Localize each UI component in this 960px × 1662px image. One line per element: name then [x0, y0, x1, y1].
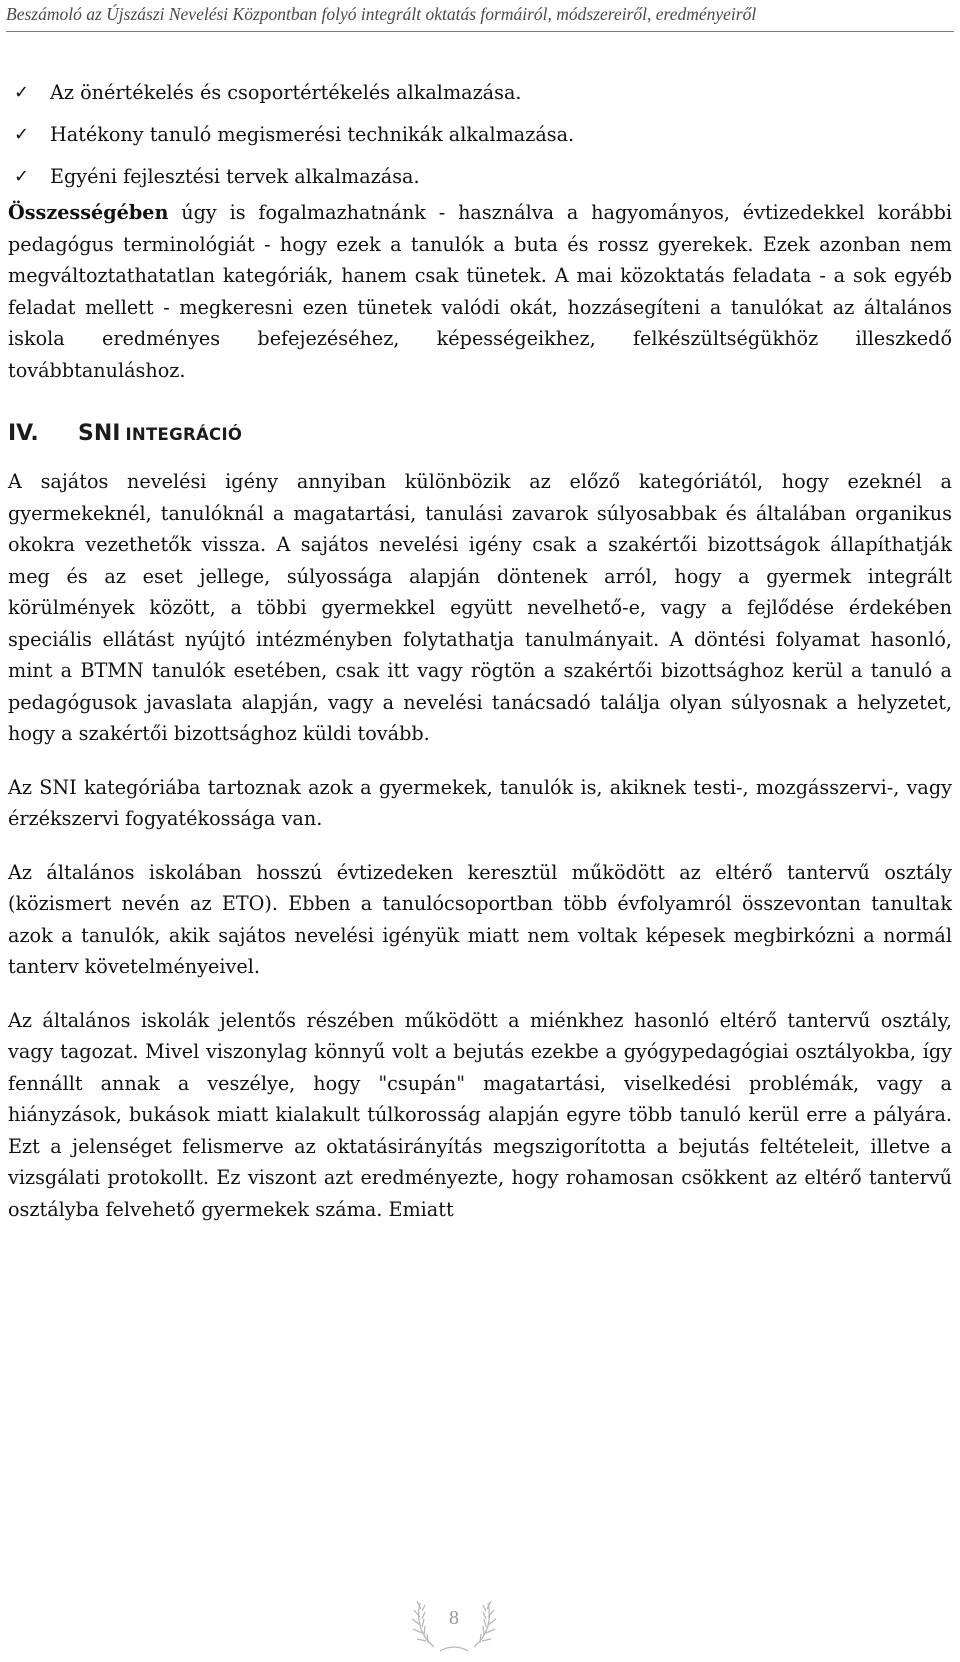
section-number: IV. [8, 421, 39, 446]
checkmark-icon: ✓ [14, 123, 30, 145]
checklist-item [8, 71, 952, 113]
section-title-rest: INTEGRÁCIÓ [125, 425, 243, 444]
checklist-item-text: Az önértékelés és csoportértékelés alkalmazása. [50, 80, 522, 104]
intro-lead-word: Összességében [8, 201, 169, 224]
body-paragraph: Az általános iskolában hosszú évtizedeken keresztül működött az eltérő tantervű osztály (közismert nevén az ETO). Ebben a tanulócsoportban több évfolyamról összevontan tanultak azok a tanulók, akik sajátos nevelési igényük miatt nem voltak képesek megbirkózni a normál tanterv követelményeivel. [8, 860, 952, 978]
section-title-first: SNI [78, 421, 121, 446]
body-paragraph: A sajátos nevelési igény annyiban különbözik az előző kategóriától, hogy ezeknél a gyermekeknél, tanulóknál a magatartási, tanulási zavarok súlyosabbak és általában organikus okokra vezethetők vissza. A sajátos nevelési igény csak a szakértői bizottságok állapíthatják meg és az eset jellege, súlyossága alapján döntenek arról, hogy a gyermek integrált körülmények között, a többi gyermekkel együtt nevelhető-e, vagy a fejlődése érdekében speciális ellátást nyújtó intézményben folytathatja tanulmányait. A döntési folyamat hasonló, mint a BTMN tanulók esetében, csak itt vagy rögtön a szakértői bizottsághoz kerül a tanuló a pedagógusok javaslata alapján, vagy a nevelési tanácsadó találja olyan súlyosnak a helyzetet, hogy a szakértői bizottsághoz küldi tovább. [8, 470, 952, 745]
header-divider [6, 31, 954, 32]
intro-paragraph [8, 197, 952, 386]
checklist-item [8, 155, 952, 197]
checklist-item-text: Egyéni fejlesztési tervek alkalmazása. [50, 164, 420, 188]
body-paragraph: Az általános iskolák jelentős részében működött a miénkhez hasonló eltérő tantervű osztály, vagy tagozat. Mivel viszonylag könnyű volt a bejutás ezekbe a gyógypedagógiai osztályokba, így fennállt annak a veszélye, hogy "csupán" magatartási, viselkedési problémák, vagy a hiányzások, bukások miatt kialakult túlkorosság alapján egyre több tanuló kerül erre a pályára. Ezt a jelenséget felismerve az oktatásirányítás megszigorította a bejutás feltételeit, illetve a vizsgálati protokollt. Ez viszont azt eredményezte, hogy rohamosan csökkent az eltérő tantervű osztályba felvehető gyermekek száma. Emiatt [8, 1008, 952, 1221]
document-body [8, 71, 952, 1225]
intro-paragraph-text: úgy is fogalmazhatnánk - használva a hagyományos, évtizedekkel korábbi pedagógus terminológiát - hogy ezek a tanulók a buta és rossz gyerekek. Ezek azonban nem megváltoztathatatlan kategóriák, hanem csak tünetek. A mai közoktatás feladata - a sok egyéb feladat mellett - megkeresni ezen tünetek valódi okát, hozzásegíteni a tanulókat az általános iskola eredményes befejezéséhez, képességeikhez, felkészültségükhöz illeszkedő továbbtanuláshoz. [8, 201, 952, 382]
checkmark-icon: ✓ [14, 81, 30, 103]
checklist [8, 71, 952, 197]
checklist-item-text: Hatékony tanuló megismerési technikák alkalmazása. [50, 122, 575, 146]
body-paragraph: Az SNI kategóriába tartoznak azok a gyermekek, tanulók is, akiknek testi-, mozgásszervi-, vagy érzékszervi fogyatékossága van. [8, 775, 952, 830]
running-header: Beszámoló az Újszászi Nevelési Központban folyó integrált oktatás formáiról, módszereiről, eredményeiről [6, 4, 757, 24]
page-number-badge [404, 1585, 504, 1655]
checkmark-icon: ✓ [14, 165, 30, 187]
checklist-item [8, 113, 952, 155]
section-heading [8, 421, 952, 446]
page-number: 8 [449, 1607, 459, 1629]
